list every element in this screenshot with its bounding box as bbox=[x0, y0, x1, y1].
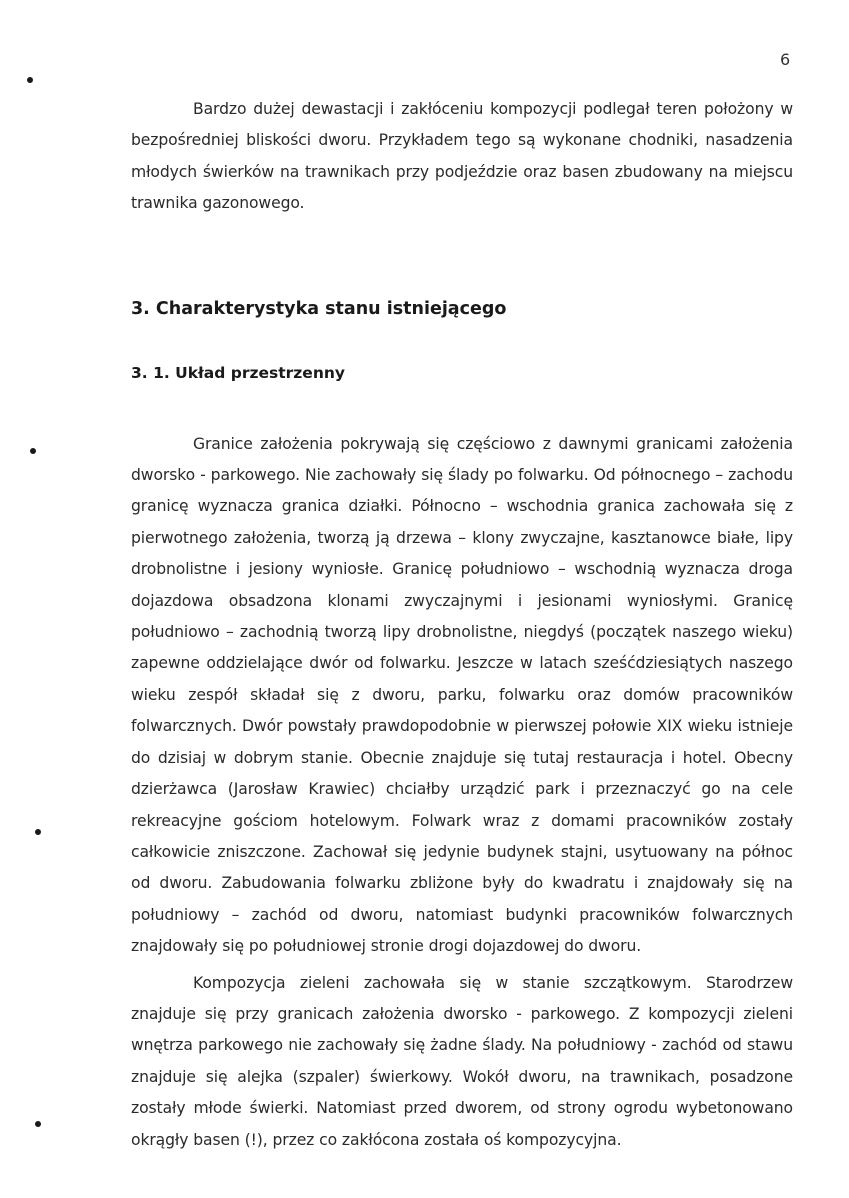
punch-hole-mark bbox=[30, 448, 36, 454]
paragraph-intro: Bardzo dużej dewastacji i zakłóceniu kompozycji podlegał teren położony w bezpośredniej bliskości dworu. Przykładem tego są wykonane chodniki, nasadzenia młodych świerków na trawnikach przy podjeździe oraz basen zbudowany na miejscu trawnika gazonowego. bbox=[131, 100, 793, 213]
paragraph-greenery: Kompozycja zieleni zachowała się w stanie szczątkowym. Starodrzew znajduje się przy granicach założenia dworsko - parkowego. Z kompozycji zieleni wnętrza parkowego nie zachowały się żadne ślady. Na południowy - zachód od stawu znajduje się alejka (szpaler) świerkowy. Wokół dworu, na trawnikach, posadzone zostały młode świerki. Natomiast przed dworem, od strony ogrodu wybetonowano okrągły basen (!), przez co zakłócona została oś kompozycyjna. bbox=[131, 973, 793, 1149]
punch-hole-mark bbox=[35, 829, 41, 835]
section-heading: 3. Charakterystyka stanu istniejącego bbox=[131, 298, 507, 319]
punch-hole-mark bbox=[27, 77, 33, 83]
subsection-heading: 3. 1. Układ przestrzenny bbox=[131, 363, 345, 382]
document-body bbox=[131, 94, 793, 1156]
page-number: 6 bbox=[780, 50, 791, 69]
punch-hole-mark bbox=[35, 1121, 41, 1127]
paragraph-boundaries: Granice założenia pokrywają się częściowo z dawnymi granicami założenia dworsko - parkowego. Nie zachowały się ślady po folwarku. Od północnego – zachodu granicę wyznacza granica działki. Północno – wschodnia granica zachowała się z pierwotnego założenia, tworzą ją drzewa – klony zwyczajne, kasztanowce białe, lipy drobnolistne i jesiony wyniosłe. Granicę południowo – wschodnią wyznacza droga dojazdowa obsadzona klonami zwyczajnymi i jesionami wyniosłymi. Granicę południowo – zachodnią tworzą lipy drobnolistne, niegdyś (początek naszego wieku) zapewne oddzielające dwór od folwarku. Jeszcze w latach sześćdziesiątych naszego wieku zespół składał się z dworu, parku, folwarku oraz domów pracowników folwarcznych. Dwór powstały prawdopodobnie w pierwszej połowie XIX wieku istnieje do dzisiaj w dobrym stanie. Obecnie znajduje się tutaj restauracja i hotel. Obecny dzierżawca (Jarosław Krawiec) chciałby urządzić park i przeznaczyć go na cele rekreacyjne gościom hotelowym. Folwark wraz z domami pracowników zostały całkowicie zniszczone. Zachował się jedynie budynek stajni, usytuowany na północ od dworu. Zabudowania folwarku zbliżone były do kwadratu i znajdowały się na południowy – zachód od dworu, natomiast budynki pracowników folwarcznych znajdowały się po południowej stronie drogi dojazdowej do dworu. bbox=[131, 434, 793, 956]
